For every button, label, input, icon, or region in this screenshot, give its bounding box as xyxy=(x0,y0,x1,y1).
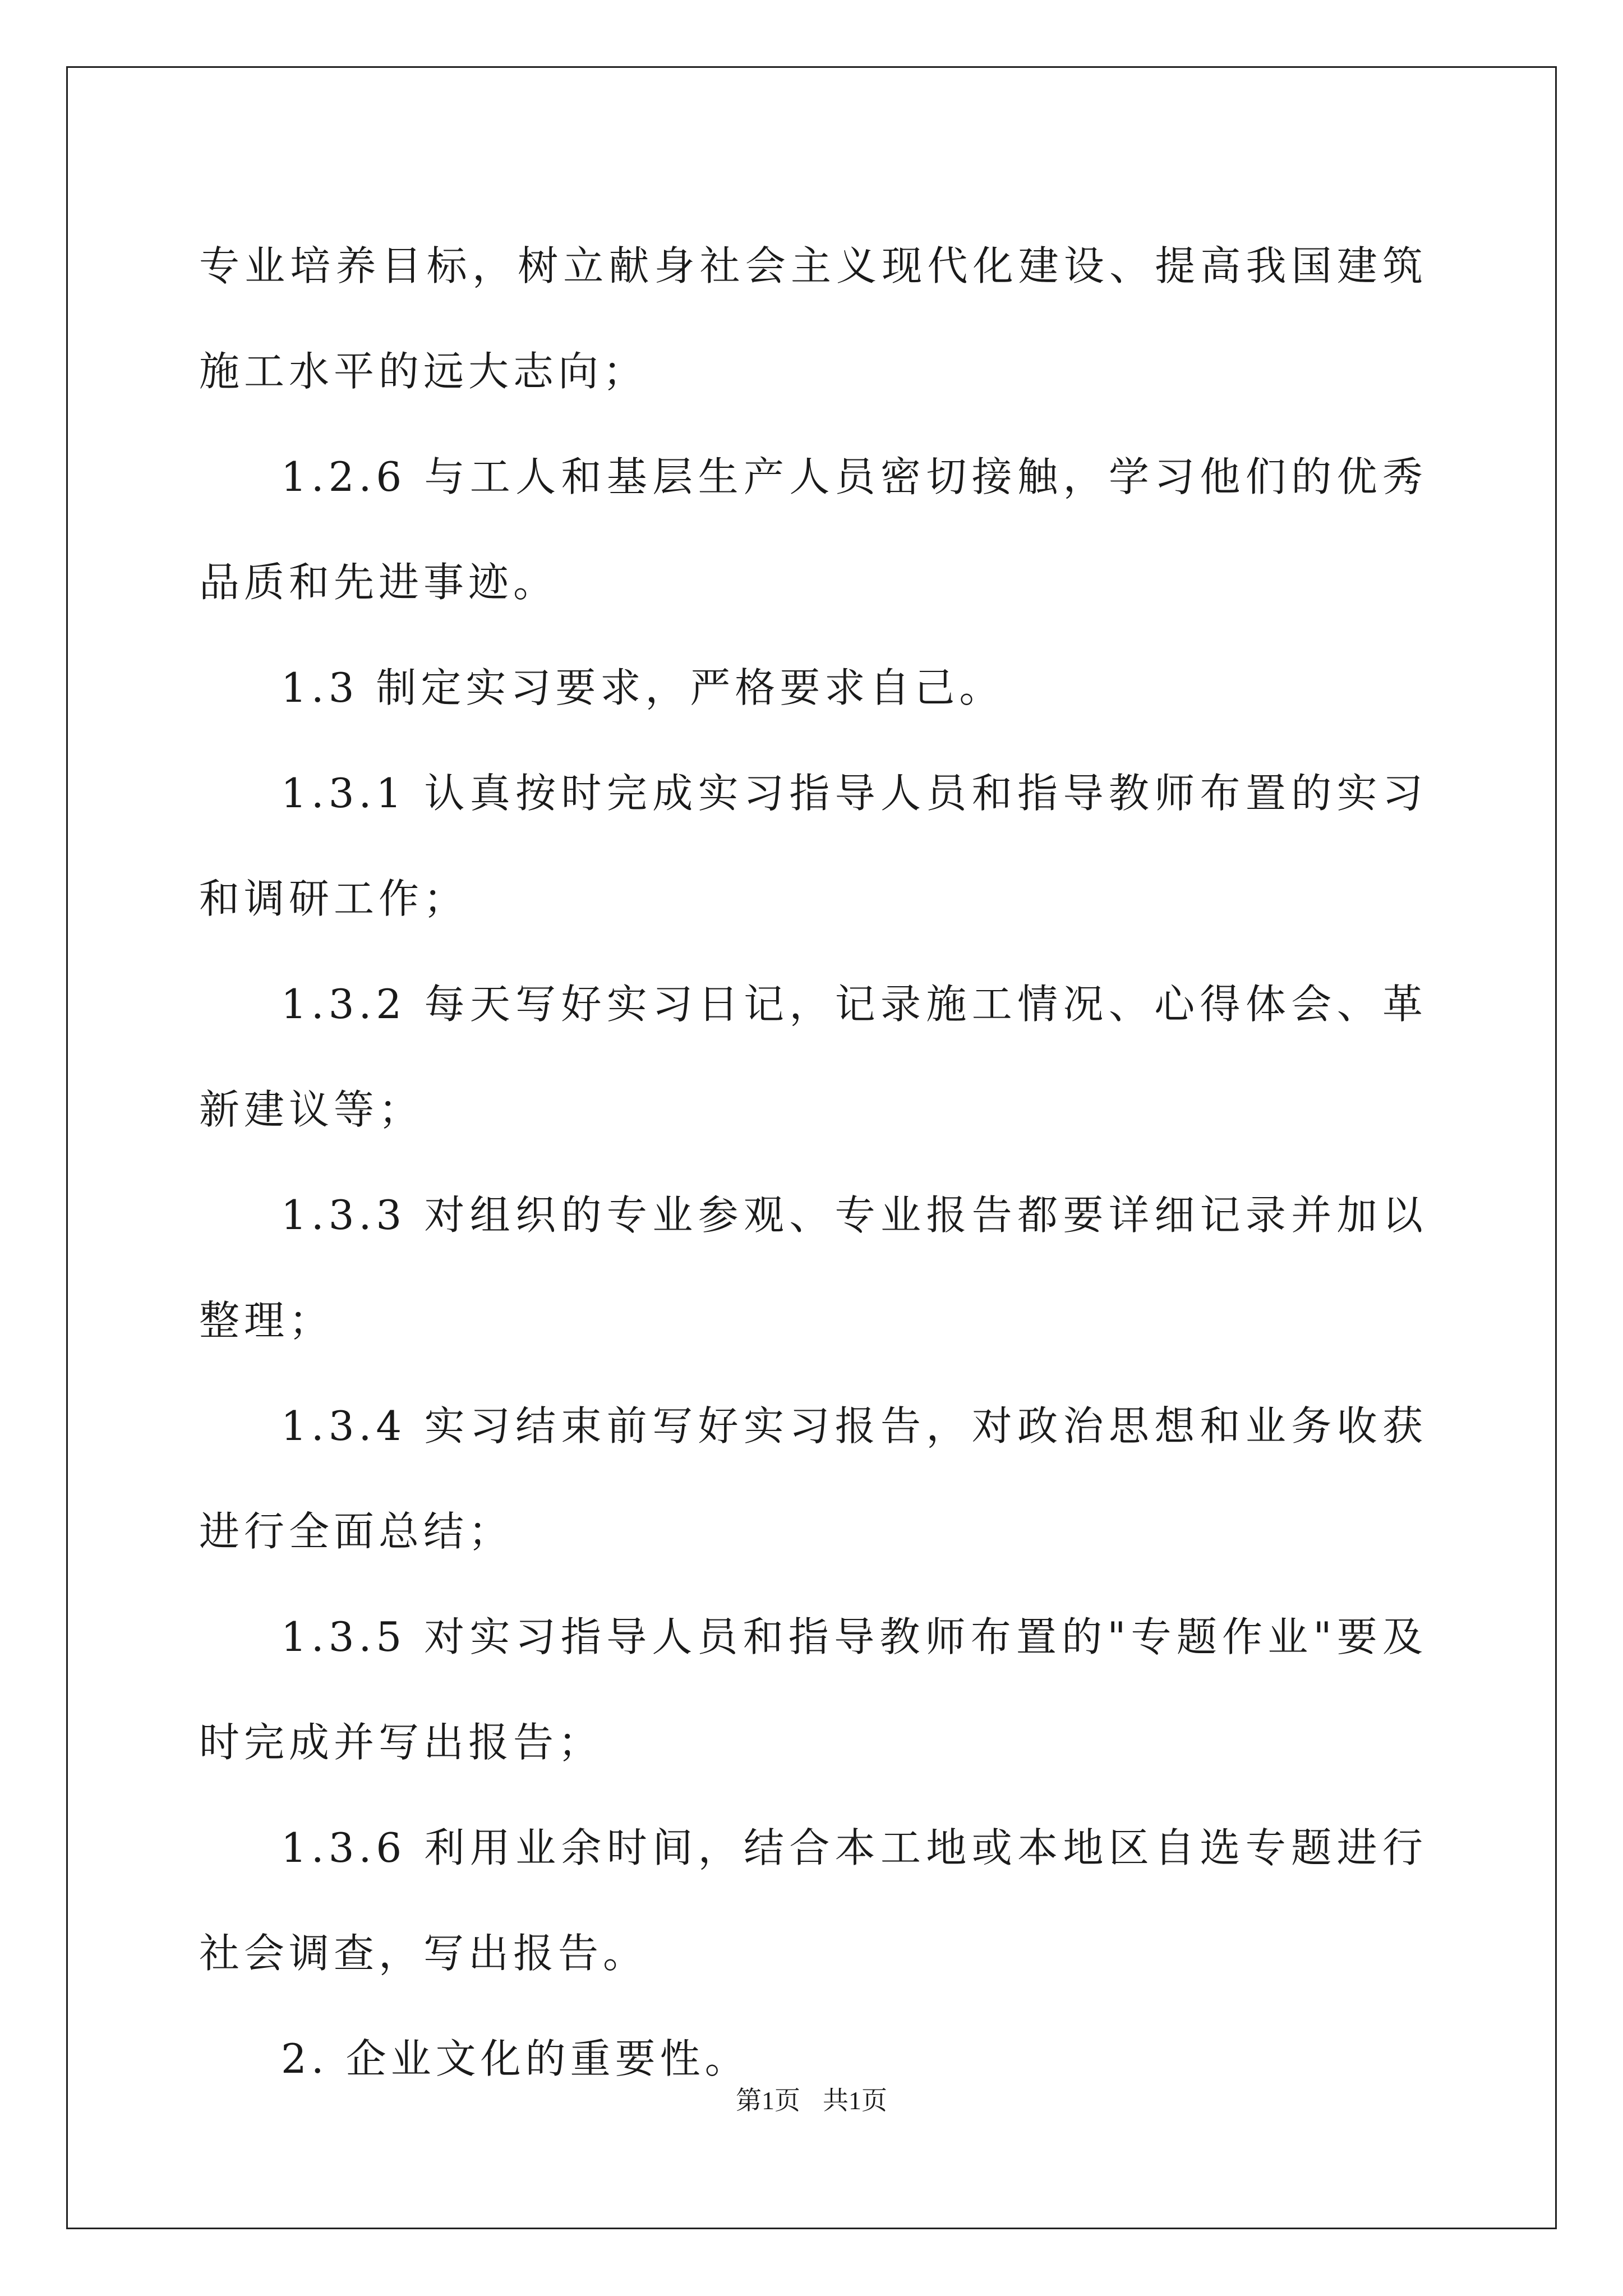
paragraph: 1.3.5 对实习指导人员和指导教师布置的"专题作业"要及时完成并写出报告； xyxy=(199,1613,1427,1766)
paragraph: 1.3 制定实习要求，严格要求自己。 xyxy=(281,664,1004,711)
paragraph: 专业培养目标，树立献身社会主义现代化建设、提高我国建筑施工水平的远大志向； xyxy=(199,242,1427,395)
page-footer xyxy=(0,2080,1623,2117)
paragraph: 2. 企业文化的重要性。 xyxy=(281,2035,750,2082)
paragraph: 1.2.6 与工人和基层生产人员密切接触，学习他们的优秀品质和先进事迹。 xyxy=(199,453,1427,606)
paragraph: 1.3.6 利用业余时间，结合本工地或本地区自选专题进行社会调查，写出报告。 xyxy=(199,1824,1427,1977)
paragraph: 1.3.3 对组织的专业参观、专业报告都要详细记录并加以整理； xyxy=(199,1191,1427,1344)
paragraph: 1.3.2 每天写好实习日记，记录施工情况、心得体会、革新建议等； xyxy=(199,981,1427,1133)
paragraph: 1.3.1 认真按时完成实习指导人员和指导教师布置的实习和调研工作； xyxy=(199,770,1427,922)
page-total: 共1页 xyxy=(823,2086,887,2115)
page-number: 第1页 xyxy=(736,2086,800,2115)
document-body xyxy=(199,213,1427,2111)
paragraph: 1.3.4 实习结束前写好实习报告，对政治思想和业务收获进行全面总结； xyxy=(199,1402,1427,1555)
